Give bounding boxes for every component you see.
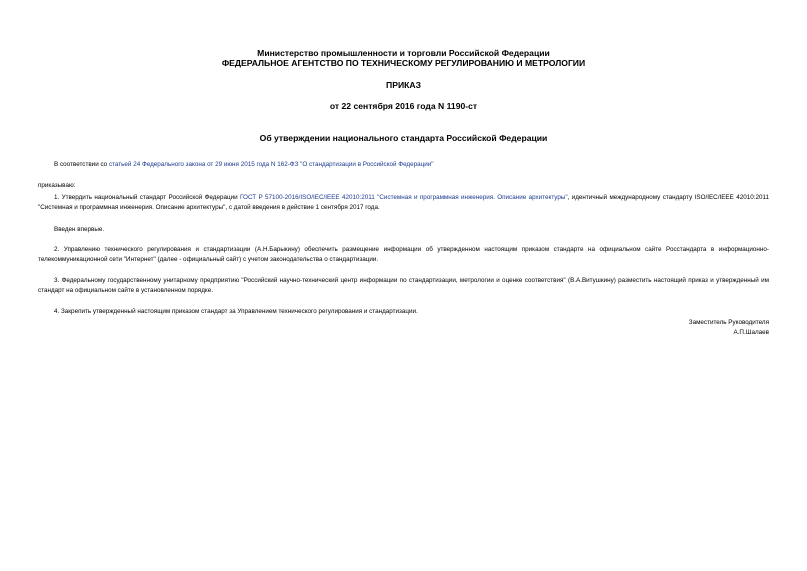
intro-prefix: В соответствии со bbox=[54, 161, 109, 168]
order-word: приказываю: bbox=[38, 182, 76, 189]
item-2-paragraph: 2. Управлению технического регулирования и стандартизации (А.Н.Барыкину) обеспечить размещение информации об утвержденном настоящим приказом стандарте на официальном сайте Росстандарта в информационно-телекоммуникационной сети "Интернет" (далее - официальный сайт) с учетом законодательства о стандартизации. bbox=[38, 246, 769, 263]
ministry-heading: Министерство промышленности и торговли Российской Федерации bbox=[257, 48, 550, 58]
item-1-suffix: , идентичный международному стандарту ISO/IEC/IEEE 42010:2011 "Системная и программная инженерия. Описание архитектуры", с датой введения в действие 1 сентября 2017 года. bbox=[38, 194, 769, 211]
order-heading: ПРИКАЗ bbox=[386, 80, 421, 90]
signatory-position: Заместитель Руководителя bbox=[688, 319, 769, 326]
item-1-prefix: 1. Утвердить национальный стандарт Российской Федерации bbox=[54, 194, 240, 201]
agency-heading: ФЕДЕРАЛЬНОЕ АГЕНТСТВО ПО ТЕХНИЧЕСКОМУ РЕГУЛИРОВАНИЮ И МЕТРОЛОГИИ bbox=[221, 58, 586, 68]
signatory-name: А.П.Шалаев bbox=[733, 329, 769, 336]
standard-link[interactable]: ГОСТ Р 57100-2016/ISO/IEC/IEEE 42010:2011 "Системная и программная инженерия. Описание архитектуры" bbox=[239, 194, 568, 201]
item-1-paragraph bbox=[38, 193, 769, 213]
document-title: Об утверждении национального стандарта Российской Федерации bbox=[259, 133, 548, 143]
intro-paragraph bbox=[38, 160, 769, 170]
order-date: от 22 сентября 2016 года N 1190-ст bbox=[329, 101, 478, 111]
item-4-paragraph: 4. Закрепить утвержденный настоящим приказом стандарт за Управлением технического регулирования и стандартизации. bbox=[54, 308, 418, 315]
federal-law-link[interactable]: статьей 24 Федерального закона от 29 июня 2015 года N 162-ФЗ "О стандартизации в Российской Федерации" bbox=[108, 161, 434, 168]
enacted-note: Введен впервые. bbox=[54, 226, 105, 233]
item-3-paragraph: 3. Федеральному государственному унитарному предприятию "Российский научно-технический центр информации по стандартизации, метрологии и оценке соответствия" (В.А.Витушкину) разместить настоящий приказ и утвержденный им стандарт на официальном сайте в установленном порядке. bbox=[38, 277, 769, 294]
